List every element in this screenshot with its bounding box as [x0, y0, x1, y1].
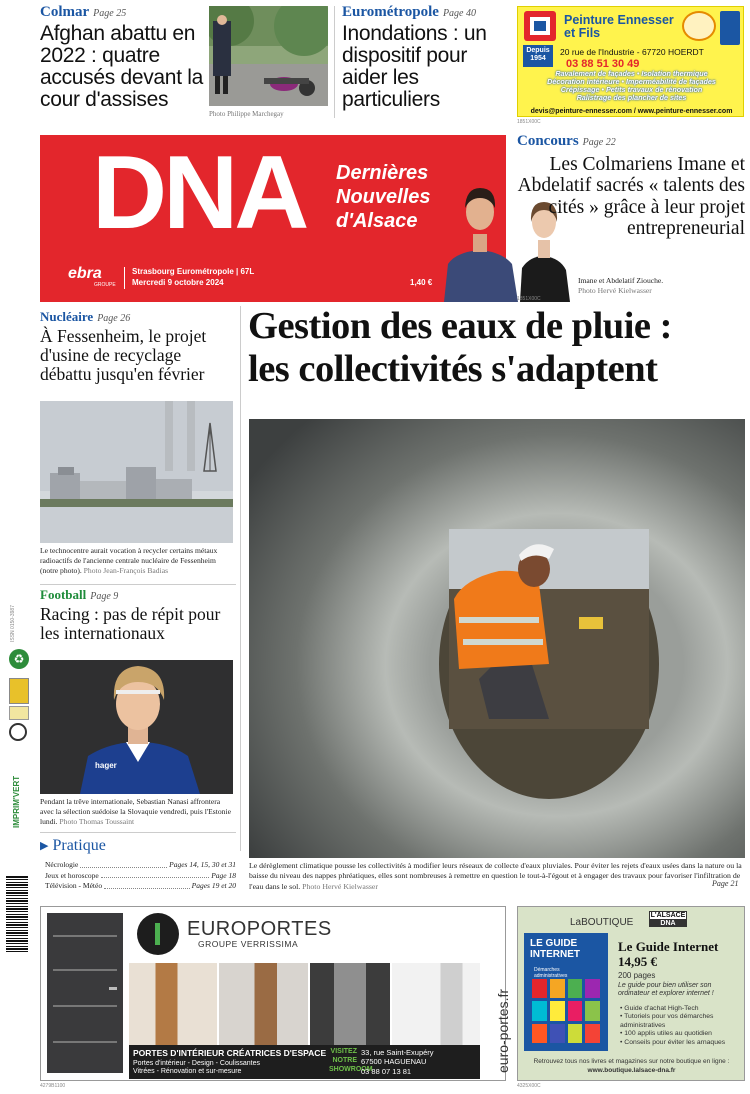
football-story[interactable]: [40, 587, 236, 643]
ad-europortes[interactable]: [40, 906, 511, 1081]
main-headline[interactable]: Gestion des eaux de pluie : les collectivités s'adaptent: [248, 305, 672, 391]
masthead-price: 1,40 €: [410, 278, 433, 287]
boutique-price: 14,95 €: [618, 954, 657, 969]
football-headline: Racing : pas de répit pour les internationaux: [40, 604, 221, 643]
eurometropole-headline: Inondations : un dispositif pour aider les particuliers: [342, 22, 487, 112]
concours-story[interactable]: [517, 133, 745, 150]
concours-headline: Les Colmariens Imane et Abdelatif sacrés « talents des cités » grâce à leur projet entrepreneurial: [517, 154, 745, 239]
masthead-logo: DNA: [92, 135, 306, 251]
eurometropole-story[interactable]: [342, 4, 512, 111]
nucleaire-story[interactable]: [40, 309, 236, 384]
masthead-title: Dernières Nouvelles d'Alsace: [336, 162, 431, 232]
nucleaire-photo: [40, 401, 233, 543]
pratique-section: [40, 837, 236, 892]
boutique-brand: L'ALSACE DNA: [650, 912, 686, 927]
ebra-group: [50, 266, 116, 288]
ebra-logo: ebra: [68, 265, 102, 282]
ebra-sub: GROUPE: [94, 282, 116, 288]
nucleaire-headline: À Fessenheim, le projet d'usine de recyclage débattu jusqu'en février: [40, 326, 207, 384]
colmar-photo: [209, 6, 328, 106]
boutique-pages: 200 pages: [618, 971, 656, 980]
concours-caption: Imane et Abdelatif Ziouche. Photo Hervé Kielwasser: [578, 276, 664, 296]
concours-ref: 1851X00C: [517, 296, 541, 302]
europortes-group: GROUPE VERRISSIMA: [198, 939, 299, 949]
main-page-ref: Page 21: [712, 879, 739, 888]
europortes-url[interactable]: euro-portes.fr: [495, 988, 511, 1073]
europortes-bottom-bar: PORTES D'INTÉRIEUR CRÉATRICES D'ESPACE Portes d'intérieur - Design - Coulissantes Vitrées - Rénovation et sur-mesure VISITEZ NOTRE SHOWROOM 33, rue Saint-Exupéry 67500 HAGUENAU 03 88 07 13 81: [129, 1045, 480, 1079]
europortes-gallery: [129, 963, 480, 1045]
nucleaire-caption: Le technocentre aurait vocation à recycler certains métaux radioactifs de l'ancienne centrale nucléaire de Fessenheim (notre photo). Photo Jean-François Badias: [40, 546, 218, 576]
boutique-desc: Le guide pour bien utiliser son ordinateur et explorer internet !: [618, 982, 714, 998]
ad-boutique-ref: 4325X00C: [517, 1083, 541, 1089]
pratique-row[interactable]: Jeux et horoscope Page 18: [45, 870, 236, 880]
colmar-photo-credit: Photo Philippe Marchegay: [209, 110, 284, 118]
boutique-title: Le Guide Internet: [618, 939, 719, 954]
football-photo: [40, 660, 233, 794]
main-caption: Le dérèglement climatique pousse les collectivités à modifier leurs réseaux de collecte d'eaux pluviales. Pour éviter les rejets d'eaux usées dans la nature ou la baisse du niveau des nappes phréatiques, elles sont nombreuses à remettre en question le tout-à-l'égout et à engager des travaux pour favoriser l'infiltration de l'eau dans le sol. Photo Hervé Kielwasser: [249, 861, 742, 891]
peinture-logo-icon: [524, 11, 556, 41]
pratique-row[interactable]: Télévision - Météo Pages 19 et 20: [45, 881, 236, 890]
peinture-contact[interactable]: devis@peinture-ennesser.com / www.peinture-ennesser.com: [530, 108, 733, 115]
ad-europortes-ref: 4279B1100: [40, 1083, 66, 1089]
europortes-brand: EUROPORTES: [187, 918, 332, 940]
label-icon: [720, 11, 740, 45]
recycle-icon: ♻: [9, 649, 29, 669]
europortes-sub2: Vitrées - Rénovation et sur-mesure: [133, 1068, 242, 1075]
label-eco-icon: [9, 678, 29, 704]
colmar-kicker: Colmar Page 25: [40, 4, 127, 20]
peinture-phone: 03 88 51 30 49: [566, 58, 640, 70]
nucleaire-kicker: Nucléaire Page 26: [40, 309, 131, 324]
ad-peinture-ref: 1851X00C: [517, 119, 541, 125]
ad-peinture-ennesser[interactable]: [517, 6, 744, 117]
europortes-logo-icon: [137, 913, 179, 955]
peinture-title: Peinture Ennesser et Fils: [564, 13, 674, 41]
concours-kicker: Concours Page 22: [517, 133, 616, 149]
triangle-right-icon: ▶: [40, 840, 49, 852]
colmar-story[interactable]: [40, 4, 208, 111]
football-kicker: Football Page 9: [40, 587, 119, 602]
peinture-badge: Depuis 1954: [523, 45, 553, 67]
triman-icon: [9, 723, 27, 741]
pratique-row[interactable]: Nécrologie Pages 14, 15, 30 et 31: [45, 860, 236, 869]
issn-code: ISSN 0150-3987: [10, 605, 16, 642]
boutique-label: LaBOUTIQUE: [570, 917, 634, 928]
masthead[interactable]: [40, 135, 506, 302]
peinture-address: 20 rue de l'Industrie - 67720 HOERDT: [560, 47, 704, 57]
barcode-icon: [6, 876, 28, 952]
europortes-sub1: Portes d'intérieur - Design - Coulissantes: [133, 1060, 261, 1067]
football-caption: Pendant la trêve internationale, Sebastian Nanasi affrontera avec la sélection suédoise la Slovaquie vendredi, puis l'Estonie lundi. Photo Thomas Toussaint: [40, 797, 231, 827]
door-image: [47, 913, 123, 1073]
boutique-footer[interactable]: Retrouvez tous nos livres et magazines sur notre boutique en ligne : www.boutique.lalsace-dna.fr: [533, 1058, 730, 1074]
pratique-title: ▶ Pratique: [40, 837, 106, 854]
colmar-headline: Afghan abattu en 2022 : quatre accusés devant la cour d'assises: [40, 22, 204, 112]
book-cover: LE GUIDE INTERNET Démarches administratives: [524, 933, 608, 1051]
ad-boutique[interactable]: [517, 906, 745, 1081]
eurometropole-kicker: Eurométropole Page 40: [342, 4, 476, 20]
imprimvert-label: IMPRIM'VERT: [12, 775, 21, 828]
masthead-edition: Strasbourg Eurométropole | 67L Mercredi 9 octobre 2024: [132, 267, 255, 288]
peinture-services: Ravalement de façades • Isolation thermique Décoration intérieure • Imperméabilité de façades Crépissage • Petits travaux de rénovation Ralistrage des plancher de sites: [547, 69, 716, 103]
europortes-tagline: PORTES D'INTÉRIEUR CRÉATRICES D'ESPACE: [133, 1048, 327, 1058]
main-photo: [249, 419, 745, 858]
label-paper-icon: [9, 706, 29, 720]
boutique-bullets: • Guide d'achat High-Tech • Tutoriels pour vos démarches administratives • 100 applis utiles au quotidien • Conseils pour éviter les arnaques: [620, 1005, 726, 1046]
football-jersey-sponsor: hager: [95, 761, 117, 770]
qualibat-icon: [682, 11, 716, 41]
